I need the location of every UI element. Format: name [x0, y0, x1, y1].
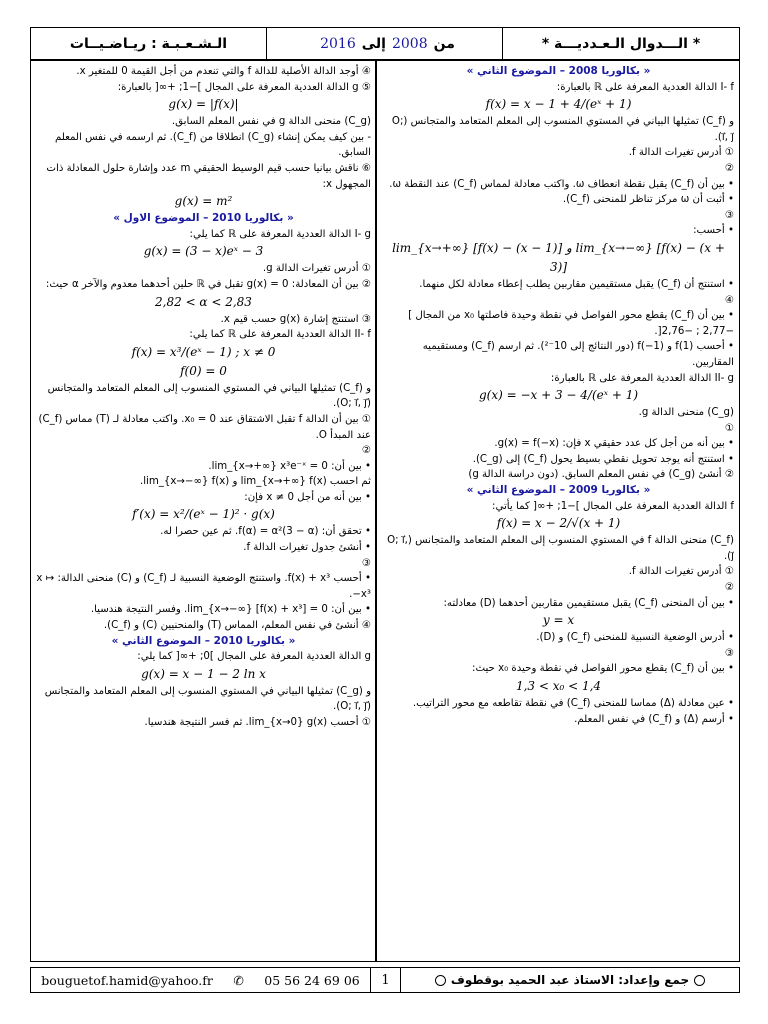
formula: f(x) = x³/(eˣ − 1) ; x ≠ 0	[131, 344, 276, 359]
period-from-label: من	[433, 35, 455, 52]
formula: f(0) = 0	[180, 363, 227, 378]
formula: 1,3 < x₀ < 1,4	[515, 679, 602, 693]
text-line: و (C_g) تمثيلها البياني في المستوي المنسوب إلى المعلم المتعامد والمتجانس (O; i⃗, j⃗).	[44, 685, 371, 713]
formula: f(x) = x − 1 + 4/(eˣ + 1)	[485, 97, 632, 112]
text-line: • بين أن (C_f) يقطع محور الفواصل في نقطة وحيدة فاصلتها x₀ من المجال ]−2,77 ; −2,76[.	[408, 310, 734, 337]
text-line: ②	[724, 162, 734, 174]
section-heading: « بكالوريا 2009 – الموضوع الثاني »	[466, 484, 651, 497]
text-line: • استنتج أنه يوجد تحويل نقطي بسيط يحول (C_f) إلى (C_g).	[472, 453, 734, 465]
text-line: f الدالة العددية المعرفة على المجال ]−1; +∞[ كما يأتي:	[492, 500, 734, 512]
left-column	[36, 64, 371, 956]
text-line: • بين أنه من أجل x ≠ 0 فإن:	[244, 491, 371, 503]
text-line: • بين أن (C_f) يقبل نقطة انعطاف ω. واكتب معادلة لمماس (C_f) عند النقطة ω.	[389, 178, 734, 190]
phone-number: 05 56 24 69 06	[264, 972, 360, 988]
email-link[interactable]: bouguetof.hamid@yahoo.fr	[41, 972, 213, 988]
text-line: ④ أوجد الدالة الأصلية للدالة f والتي تنعدم من أجل القيمة 0 للمتغير x.	[76, 66, 371, 77]
text-line: ثم احسب lim_{x→+∞} f(x) و lim_{x→−∞} f(x).	[139, 476, 371, 488]
text-line: • استنتج أن (C_f) يقبل مستقيمين مقاربين يطلب إعطاء معادلة لكل منهما.	[419, 278, 734, 290]
text-line: ① بين أن الدالة f تقبل الاشتقاق عند x₀ = 0. واكتب معادلة لـ (T) مماس (C_f) عند المبدأ O.	[38, 413, 371, 441]
text-line: ③	[724, 209, 734, 221]
ring-icon	[694, 975, 705, 986]
text-line: I- f الدالة العددية المعرفة على ℝ بالعبارة:	[556, 81, 734, 93]
right-column	[383, 64, 734, 956]
column-divider	[375, 60, 377, 962]
text-line: ⑥ ناقش بيانيا حسب قيم الوسيط الحقيقي m عدد وإشارة حلول المعادلة ذات المجهول x:	[46, 162, 371, 190]
text-line: • أثبت أن ω مركز تناظر للمنحنى (C_f).	[562, 194, 734, 206]
phone-icon: ✆	[233, 972, 244, 988]
branch-label: الـشـعـبـة : ريـاضـيــات	[69, 35, 228, 52]
text-line: • بين أن: lim_{x→−∞} [f(x) + x³] = 0. وفسر النتيجة هندسيا.	[90, 604, 371, 616]
text-line: ②	[724, 582, 734, 594]
text-line: • تحقق أن: f(α) = α²(3 − α). ثم عين حصرا له.	[160, 526, 371, 538]
formula: g(x) = x − 1 − 2 ln x	[141, 666, 266, 681]
text-line: ①	[724, 422, 734, 434]
text-line: • أحسب f(1) و f(−1) (دور النتائج إلى 10⁻²). ثم ارسم (C_f) ومستقيميه المقاربين.	[422, 341, 734, 368]
formula: lim_{x→+∞} [f(x) − (x − 1)] و lim_{x→−∞} [f(x) − (x + 3)]	[392, 240, 725, 274]
text-line: ⑤ g الدالة العددية المعرفة على المجال ]−1; +∞[ بالعبارة:	[117, 81, 371, 93]
section-heading: « بكالوريا 2008 – الموضوع الثاني »	[466, 65, 651, 77]
text-line: • بين أن (C_f) يقطع محور الفواصل في نقطة وحيدة x₀ حيث:	[472, 663, 734, 675]
text-line: ③	[724, 647, 734, 659]
author-credit	[401, 968, 739, 992]
text-line: ② بين أن المعادلة: g(x) = 0 تقبل في ℝ حلين أحدهما معدوم والآخر α حيث:	[45, 278, 371, 290]
text-line: I- g الدالة العددية المعرفة على ℝ كما يلي:	[189, 228, 371, 240]
text-line: ②	[361, 445, 371, 457]
page-number: 1	[371, 968, 401, 992]
text-line: • أحسب f(x) + x³. واستنتج الوضعية النسبية لـ (C_f) و (C) منحنى الدالة: x ↦ −x³.	[36, 573, 371, 600]
formula: f(x) = x − 2/√(x + 1)	[496, 516, 621, 531]
text-line: II- f الدالة العددية المعرفة على ℝ كما يلي:	[189, 329, 371, 341]
text-line: • بين أنه من أجل كل عدد حقيقي x فإن: g(x) = f(−x).	[494, 438, 734, 450]
text-line: g الدالة العددية المعرفة على المجال ]0; +∞[ كما يلي:	[137, 651, 371, 663]
text-line: ④	[724, 294, 734, 306]
text-line: II- g الدالة العددية المعرفة على ℝ بالعبارة:	[550, 372, 734, 384]
text-line: - بين كيف يمكن إنشاء (C_g) انطلاقا من (C_f). ثم ارسمه في نفس المعلم السابق.	[54, 131, 371, 159]
formula: y = x	[542, 613, 575, 628]
text-line: • أنشئ جدول تغيرات الدالة f.	[243, 542, 371, 554]
chapter-title: * الـــدوال الـعـدديـــة *	[502, 28, 739, 59]
text-line: ① أدرس تغيرات الدالة f.	[628, 566, 734, 578]
formula: g(x) = (3 − x)eˣ − 3	[143, 244, 264, 259]
text-line: • أحسب:	[693, 225, 734, 237]
formula: g(x) = −x + 3 − 4/(eˣ + 1)	[478, 388, 639, 403]
formula: g(x) = |f(x)|	[168, 97, 239, 112]
formula: 2,82 < α < 2,83	[155, 294, 252, 309]
text-line: ④ أنشئ في نفس المعلم، المماس (T) والمنحنيين (C) و (C_f).	[103, 620, 371, 632]
author-name: جمع وإعداد: الاستاذ عبد الحميد بوقطوف	[450, 973, 690, 987]
text-line: • عين معادلة (Δ) مماسا للمنحنى (C_f) في نقطة تقاطعه مع محور التراتيب.	[412, 698, 734, 709]
period-range	[266, 28, 502, 59]
text-line: ② أنشئ (C_g) في نفس المعلم السابق. (دون دراسة الدالة g)	[468, 469, 734, 481]
text-line: (C_g) منحنى الدالة g.	[638, 407, 734, 419]
text-line: • أدرس الوضعية النسبية للمنحنى (C_f) و (D).	[536, 632, 734, 644]
text-line: ① أحسب lim_{x→0} g(x). ثم فسر النتيجة هندسيا.	[144, 717, 371, 728]
ring-icon	[435, 975, 446, 986]
period-to: 2016	[320, 35, 356, 52]
text-line: ③ استنتج إشارة g(x) حسب قيم x.	[220, 313, 371, 325]
text-line: • بين أن المنحنى (C_f) يقبل مستقيمين مقاربين أحدهما (D) معادلته:	[443, 597, 734, 609]
footer-bar	[30, 967, 740, 993]
header-bar	[30, 27, 740, 60]
contact-info	[31, 968, 371, 992]
section-heading: « بكالوريا 2010 – الموضوع الثاني »	[111, 634, 296, 647]
text-line: • أرسم (Δ) و (C_f) في نفس المعلم.	[574, 713, 734, 725]
period-from: 2008	[391, 35, 428, 52]
text-line: ① أدرس تغيرات الدالة f.	[628, 147, 734, 159]
text-line: • بين أن: lim_{x→+∞} x³e⁻ˣ = 0.	[208, 460, 371, 472]
text-line: و (C_f) تمثيلها البياني في المستوي المنسوب إلى المعلم المتعامد والمتجانس (O; i⃗, j⃗).	[47, 382, 371, 410]
text-line: ① أدرس تغيرات الدالة g.	[262, 263, 371, 275]
text-line: ③	[361, 557, 371, 569]
formula: g(x) = m²	[174, 194, 233, 209]
text-line: و (C_f) تمثيلها البياني في المستوي المنسوب إلى المعلم المتعامد والمتجانس (O; i⃗, j⃗).	[391, 116, 734, 143]
period-to-label: إلى	[361, 35, 386, 52]
text-line: (C_f) منحنى الدالة f في المستوي المنسوب إلى المعلم المتعامد والمتجانس (O; i⃗, j⃗).	[387, 535, 734, 562]
section-heading: « بكالوريا 2010 – الموضوع الاول »	[113, 212, 294, 225]
formula: f′(x) = x²/(eˣ − 1)² · g(x)	[132, 507, 275, 522]
text-line: (C_g) منحنى الدالة g في نفس المعلم السابق.	[171, 116, 371, 128]
